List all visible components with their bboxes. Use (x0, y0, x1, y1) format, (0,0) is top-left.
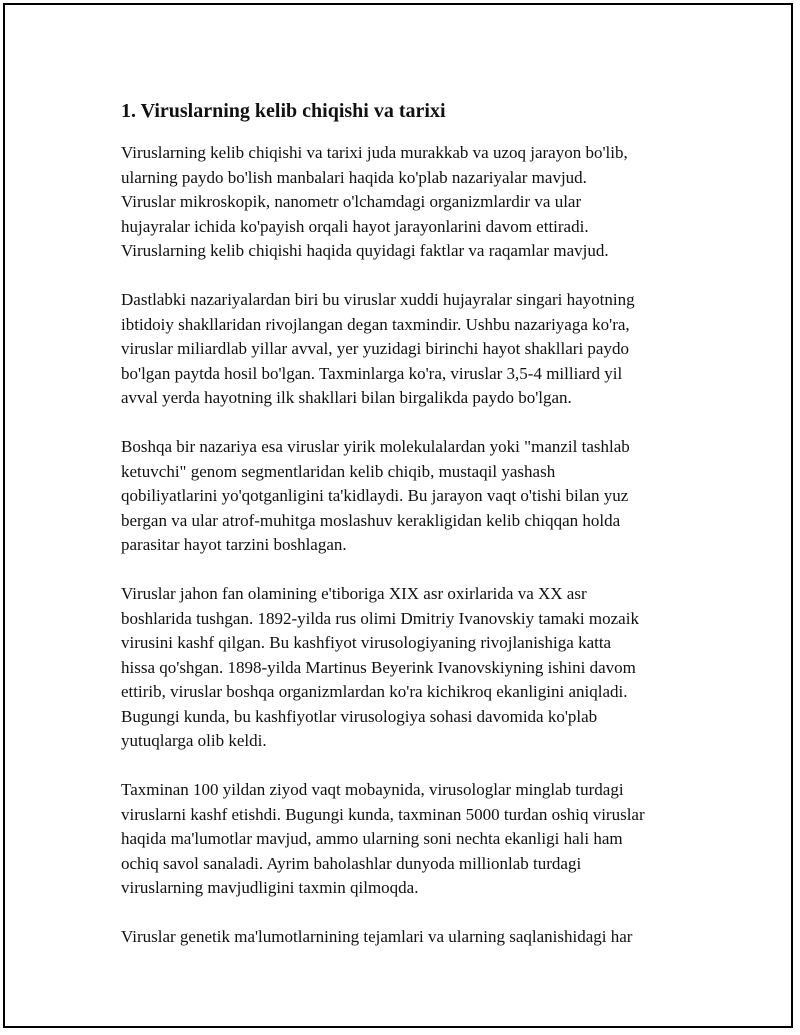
text-line: viruslar miliardlab yillar avval, yer yuzidagi birinchi hayot shakllari paydo (121, 339, 629, 358)
text-line: Viruslarning kelib chiqishi haqida quyidagi faktlar va raqamlar mavjud. (121, 241, 609, 260)
text-line: boshlarida tushgan. 1892-yilda rus olimi Dmitriy Ivanovskiy tamaki mozaik (121, 608, 639, 628)
paragraph-5 (121, 778, 701, 901)
paragraph-2 (121, 288, 701, 411)
text-line: bergan va ular atrof-muhitga moslashuv kerakligidan kelib chiqqan holda (121, 510, 621, 530)
document-body (121, 97, 701, 974)
text-line: avval yerda hayotning ilk shakllari bilan birgalikda paydo bo'lgan. (121, 388, 572, 407)
text-line: ketuvchi" genom segmentlaridan kelib chiqib, mustaqil yashash (121, 461, 556, 481)
text-line: ibtidoiy shakllaridan rivojlangan degan taxmindir. Ushbu nazariyaga ko'ra, (121, 314, 630, 334)
paragraph-4 (121, 582, 701, 754)
text-line: ularning paydo bo'lish manbalari haqida ko'plab nazariyalar mavjud. (121, 167, 587, 187)
text-line: hujayralar ichida ko'payish orqali hayot jarayonlarini davom ettiradi. (121, 216, 589, 236)
text-line: Viruslar jahon fan olamining e'tiboriga XIX asr oxirlarida va XX asr (121, 584, 587, 603)
text-line: Viruslarning kelib chiqishi va tarixi juda murakkab va uzoq jarayon bo'lib, (121, 143, 628, 162)
text-line: ettirib, viruslar boshqa organizmlardan ko'ra kichikroq ekanligini aniqladi. (121, 682, 628, 701)
text-line: ochiq savol sanaladi. Ayrim baholashlar dunyoda millionlab turdagi (121, 853, 582, 873)
text-line: bo'lgan paytda hosil bo'lgan. Taxminlarga ko'ra, viruslar 3,5-4 milliard yil (121, 363, 623, 383)
text-line: viruslarning mavjudligini taxmin qilmoqda. (121, 878, 419, 897)
document-page (3, 3, 793, 1028)
paragraph-3 (121, 435, 701, 558)
text-line: yutuqlarga olib keldi. (121, 731, 267, 750)
text-line: Dastlabki nazariyalardan biri bu viruslar xuddi hujayralar singari hayotning (121, 290, 635, 309)
text-line: Boshqa bir nazariya esa viruslar yirik molekulalardan yoki "manzil tashlab (121, 437, 630, 456)
text-line: viruslarni kashf etishdi. Bugungi kunda, taxminan 5000 turdan oshiq viruslar (121, 804, 645, 824)
text-line: Viruslar genetik ma'lumotlarnining tejamlari va ularning saqlanishidagi har (121, 927, 633, 946)
paragraph-6 (121, 925, 701, 950)
text-line: virusini kashf qilgan. Bu kashfiyot virusologiyaning rivojlanishiga katta (121, 633, 612, 652)
paragraph-1 (121, 141, 701, 264)
text-line: qobiliyatlarini yo'qotganligini ta'kidlaydi. Bu jarayon vaqt o'tishi bilan yuz (121, 486, 629, 505)
text-line: haqida ma'lumotlar mavjud, ammo ularning soni nechta ekanligi hali ham (121, 829, 623, 848)
text-line: hissa qo'shgan. 1898-yilda Martinus Beyerink Ivanovskiyning ishini davom (121, 657, 636, 677)
section-heading: 1. Viruslarning kelib chiqishi va tarixi (121, 100, 446, 122)
text-line: parasitar hayot tarzini boshlagan. (121, 535, 347, 554)
text-line: Viruslar mikroskopik, nanometr o'lchamdagi organizmlardir va ular (121, 192, 582, 211)
text-line: Bugungi kunda, bu kashfiyotlar virusologiya sohasi davomida ko'plab (121, 706, 598, 726)
text-line: Taxminan 100 yildan ziyod vaqt mobaynida, virusologlar minglab turdagi (121, 780, 624, 799)
